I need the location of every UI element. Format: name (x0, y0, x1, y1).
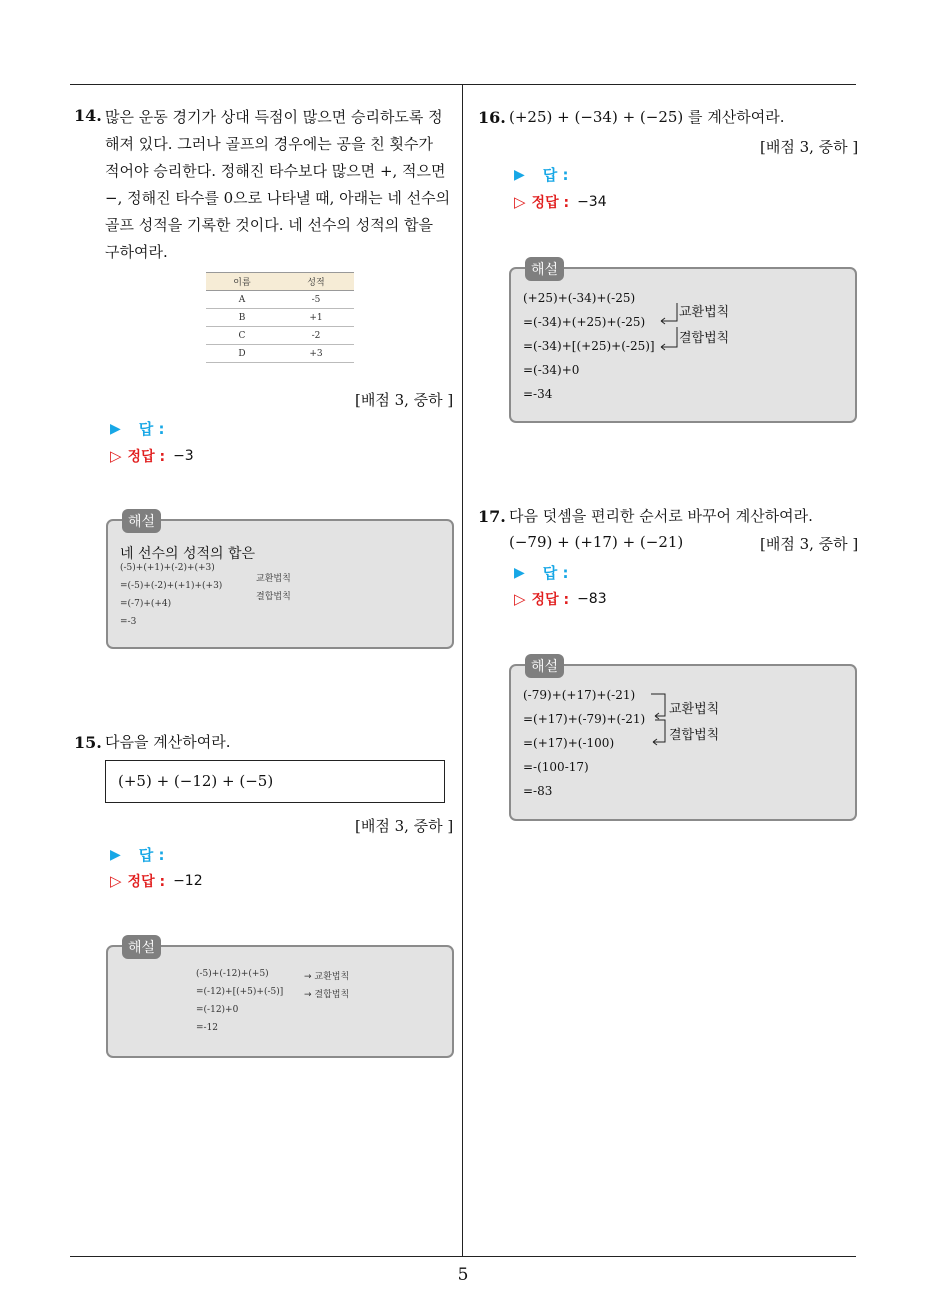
law-label: → 결합법칙 (304, 990, 350, 1000)
law-label: 교환법칙 (679, 305, 730, 320)
explanation-line: =(+17)+(-79)+(-21) (523, 712, 646, 726)
expression: (−79) + (+17) + (−21) (509, 533, 684, 551)
table-cell: +1 (278, 309, 354, 327)
correct-label: 정답 : (531, 592, 570, 608)
score-meta: [배점 3, 중하 ] (355, 817, 454, 835)
text-line: 골프 성적을 기록한 것이다. 네 선수의 성적의 합을 (105, 216, 433, 234)
explanation-line: =(-12)+0 (196, 1005, 239, 1015)
explanation-line: (+25)+(-34)+(-25) (523, 291, 636, 305)
explanation-tag: 해설 (525, 654, 564, 678)
answer-label: 답 : (542, 166, 569, 184)
table-row (206, 345, 354, 363)
explanation-line: =-83 (523, 784, 553, 798)
correct-answer-row (110, 871, 203, 891)
expression: (+5) + (−12) + (−5) (118, 772, 274, 790)
explanation-box (509, 262, 857, 423)
table-header: 이름 (206, 273, 278, 291)
explanation-line: =(-12)+[(+5)+(-5)] (196, 987, 284, 997)
answer-label: 답 : (138, 420, 165, 438)
table-cell: -5 (278, 291, 354, 309)
triangle-outline-icon: ▷ (514, 590, 526, 608)
table-row (206, 309, 354, 327)
question-text: 다음을 계산하여라. (105, 733, 231, 751)
law-label: 교환법칙 (256, 574, 291, 584)
explanation-line: =(-34)+[(+25)+(-25)] (523, 339, 655, 353)
play-icon: ▶ (110, 420, 121, 437)
text-line: 해져 있다. 그러나 골프의 경우에는 공을 친 횟수가 (105, 135, 433, 153)
explanation-tag: 해설 (122, 509, 161, 533)
explanation-box (106, 940, 454, 1058)
score-meta: [배점 3, 중하 ] (760, 138, 859, 156)
triangle-outline-icon: ▷ (514, 193, 526, 211)
table-cell: A (206, 291, 278, 309)
answer-row (110, 418, 165, 439)
explanation-tag: 해설 (122, 935, 161, 959)
table-row (206, 291, 354, 309)
column-divider (462, 84, 463, 1256)
explanation-line: (-5)+(-12)+(+5) (196, 969, 269, 979)
explanation-box (106, 514, 454, 649)
question-number: 16. (478, 108, 506, 127)
explanation-line: =-34 (523, 387, 553, 401)
play-icon: ▶ (110, 846, 121, 863)
score-meta: [배점 3, 중하 ] (760, 535, 859, 553)
table-cell: C (206, 327, 278, 345)
table-cell: -2 (278, 327, 354, 345)
play-icon: ▶ (514, 564, 525, 581)
correct-value: −34 (577, 194, 607, 210)
answer-label: 답 : (542, 564, 569, 582)
question-text (105, 104, 455, 266)
correct-answer-row (110, 446, 194, 466)
answer-label: 답 : (138, 846, 165, 864)
page-number: 5 (457, 1265, 469, 1285)
bottom-rule (70, 1256, 856, 1257)
explanation-line: =(-7)+(+4) (120, 599, 172, 609)
text-line: 적어야 승리한다. 정해진 타수보다 많으면 +, 적으면 (105, 162, 446, 180)
explanation-line: =-3 (120, 617, 137, 627)
law-label: 결합법칙 (669, 728, 720, 743)
explanation-tag: 해설 (525, 257, 564, 281)
correct-value: −3 (173, 448, 194, 464)
table-cell: B (206, 309, 278, 327)
question-number: 17. (478, 507, 506, 526)
law-bracket-icon (657, 299, 681, 355)
answer-row (514, 562, 569, 583)
explanation-line: =-12 (196, 1023, 219, 1033)
explanation-line: =(+17)+(-100) (523, 736, 615, 750)
table-cell: D (206, 345, 278, 363)
table-row (206, 327, 354, 345)
score-meta: [배점 3, 중하 ] (355, 391, 454, 409)
law-bracket-icon (649, 692, 669, 748)
expression-box (105, 760, 445, 803)
text-line: −, 정해진 타수를 0으로 나타낼 때, 아래는 네 선수의 (105, 189, 451, 207)
explanation-line: (-5)+(+1)+(-2)+(+3) (120, 563, 215, 573)
explanation-intro: 네 선수의 성적의 합은 (120, 546, 256, 562)
answer-row (514, 164, 569, 185)
question-number: 15. (74, 733, 102, 752)
question-number: 14. (74, 106, 102, 125)
triangle-outline-icon: ▷ (110, 872, 122, 890)
table-header: 성적 (278, 273, 354, 291)
score-table (206, 272, 354, 363)
correct-label: 정답 : (127, 449, 166, 465)
law-label: → 교환법칙 (304, 972, 350, 982)
correct-value: −12 (173, 873, 203, 889)
triangle-outline-icon: ▷ (110, 447, 122, 465)
text-line: 많은 운동 경기가 상대 득점이 많으면 승리하도록 정 (105, 108, 443, 126)
question-text: (+25) + (−34) + (−25) 를 계산하여라. (509, 108, 785, 126)
explanation-line: =(-5)+(-2)+(+1)+(+3) (120, 581, 223, 591)
explanation-line: (-79)+(+17)+(-21) (523, 688, 636, 702)
answer-row (110, 844, 165, 865)
explanation-line: =(-34)+0 (523, 363, 580, 377)
correct-label: 정답 : (531, 195, 570, 211)
explanation-line: =-(100-17) (523, 760, 589, 774)
correct-answer-row (514, 192, 607, 212)
explanation-line: =(-34)+(+25)+(-25) (523, 315, 646, 329)
law-label: 결합법칙 (679, 331, 730, 346)
correct-label: 정답 : (127, 874, 166, 890)
top-rule (70, 84, 856, 85)
table-cell: +3 (278, 345, 354, 363)
explanation-box (509, 659, 857, 821)
law-label: 결합법칙 (256, 592, 291, 602)
text-line: 구하여라. (105, 243, 168, 261)
play-icon: ▶ (514, 166, 525, 183)
correct-value: −83 (577, 591, 607, 607)
table-header-row (206, 273, 354, 291)
question-text: 다음 덧셈을 편리한 순서로 바꾸어 계산하여라. (509, 507, 813, 525)
law-label: 교환법칙 (669, 702, 720, 717)
correct-answer-row (514, 589, 607, 609)
